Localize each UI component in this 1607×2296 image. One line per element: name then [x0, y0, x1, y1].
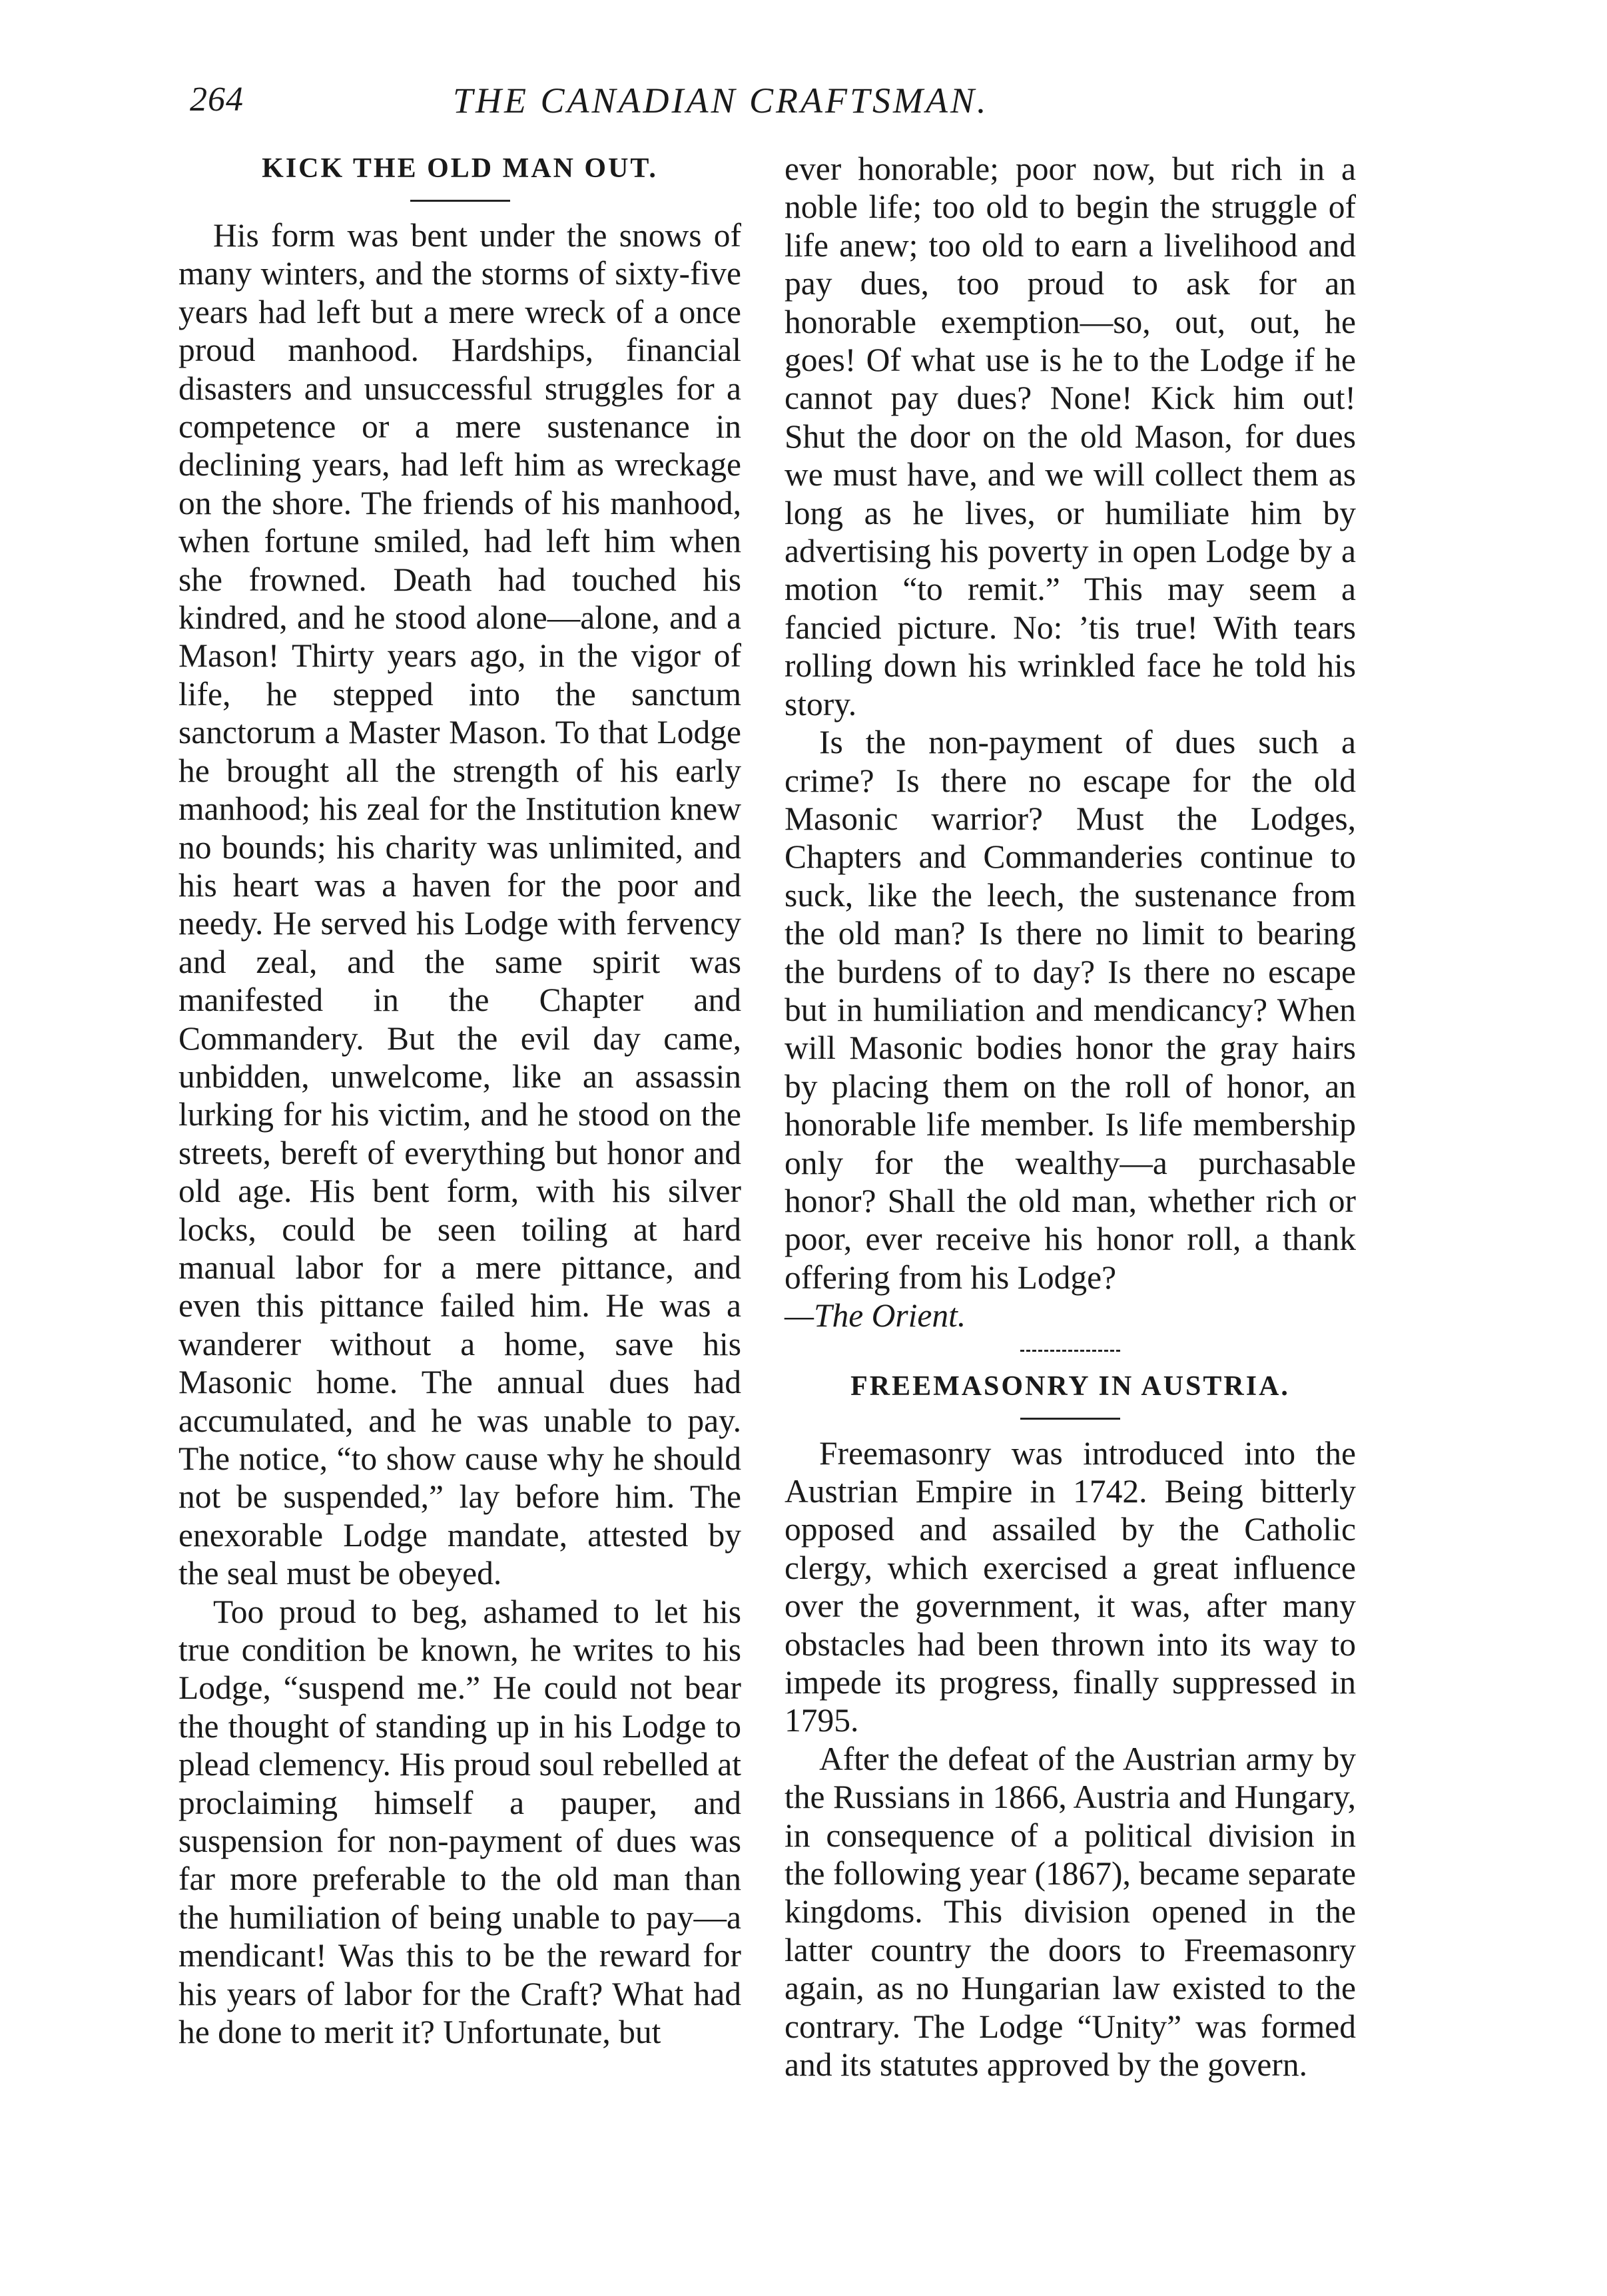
article-paragraph-continued: ever honorable; poor now, but rich in a noble life; too old to begin the struggle of life anew; too old to earn a livelihood and pay dues, too proud to ask for an honorable exemption—so, out, out, he goes! Of what use is he to the Lodge if he cannot pay dues? None! Kick him out! Shut the door on the old Mason, for dues we must have, and we will collect them as long as he lives, or humiliate him by advertising his poverty in open Lodge by a motion “to remit.” This may seem a fancied picture. No: ’tis true! With tears rolling down his wrinkled face he told his story.	[785, 150, 1356, 722]
article-title-kick-the-old-man-out: KICK THE OLD MAN OUT.	[262, 153, 658, 184]
article-paragraph: After the defeat of the Austrian army by the Russians in 1866, Austria and Hungary, in consequence of a political division in the following year (1867), became separate kingdoms. This division opened in the latter country the doors to Freemasonry again, as no Hungarian law existed to the contrary. The Lodge “Unity” was formed and its statutes approved by the govern.	[785, 1740, 1356, 2084]
page-header	[0, 80, 1607, 133]
title-rule	[410, 200, 510, 202]
article-paragraph: Is the non-payment of dues such a crime? Is there no escape for the old Masonic warrior? Must the Lodges, Chapters and Commanderies continue to suck, like the leech, the sustenance from the old man? Is there no limit to bearing the burdens of to day? Is there no escape but in humiliation and mendicancy? When will Masonic bodies honor the gray hairs by placing them on the roll of honor, an honorable life member. Is life membership only for the wealthy—a purchasable honor? Shall the old man, whether rich or poor, ever receive his honor roll, a thank offering from his Lodge?	[785, 724, 1356, 1296]
right-column	[785, 150, 1356, 2084]
article-paragraph: Freemasonry was introduced into the Austrian Empire in 1742. Being bitterly opposed and assailed by the Catholic clergy, which exercised a great influence over the government, it was, after many obstacles had been thrown into its way to impede its progress, finally suppressed in 1795.	[785, 1434, 1356, 1739]
article-paragraph: His form was bent under the snows of many winters, and the storms of sixty-five years had left but a mere wreck of a once proud manhood. Hardships, financial disasters and unsuccessful struggles for a competence or a mere sustenance in declining years, had left him as wreckage on the shore. The friends of his manhood, when fortune smiled, had left him when she frowned. Death had touched his kindred, and he stood alone—alone, and a Mason! Thirty years ago, in the vigor of life, he stepped into the sanctum sanctorum a Master Mason. To that Lodge he brought all the strength of his early manhood; his zeal for the Institution knew no bounds; his charity was unlimited, and his heart was a haven for the poor and needy. He served his Lodge with fervency and zeal, and the same spirit was manifested in the Chapter and Commandery. But the evil day came, unbidden, unwelcome, like an assassin lurking for his victim, and he stood on the streets, bereft of everything but honor and old age. His bent form, with his silver locks, could be seen toiling at hard manual labor for a mere pittance, and even this pittance failed him. He was a wanderer without a home, save his Masonic home. The annual dues had accumulated, and he was unable to pay. The notice, “to show cause why he should not be suspended,” lay before him. The enexorable Lodge mandate, attested by the seal must be obeyed.	[178, 217, 741, 1592]
article-title-freemasonry-in-austria: FREEMASONRY IN AUSTRIA.	[850, 1370, 1290, 1402]
left-column	[178, 150, 741, 2052]
article-paragraph: Too proud to beg, ashamed to let his true condition be known, he writes to his Lodge, “suspend me.” He could not bear the thought of standing up in his Lodge to plead clemency. His proud soul rebelled at proclaiming himself a pauper, and suspension for non-payment of dues was far more preferable to the old man than the humiliation of being unable to pay—a mendicant! Was this to be the reward for his years of labor for the Craft? What had he done to merit it? Unfortunate, but	[178, 1593, 741, 2051]
title-rule	[1020, 1418, 1120, 1420]
article-attribution: —The Orient.	[785, 1297, 966, 1334]
page-number: 264	[190, 81, 244, 119]
running-title: THE CANADIAN CRAFTSMAN.	[453, 81, 989, 121]
section-divider	[1020, 1350, 1120, 1352]
